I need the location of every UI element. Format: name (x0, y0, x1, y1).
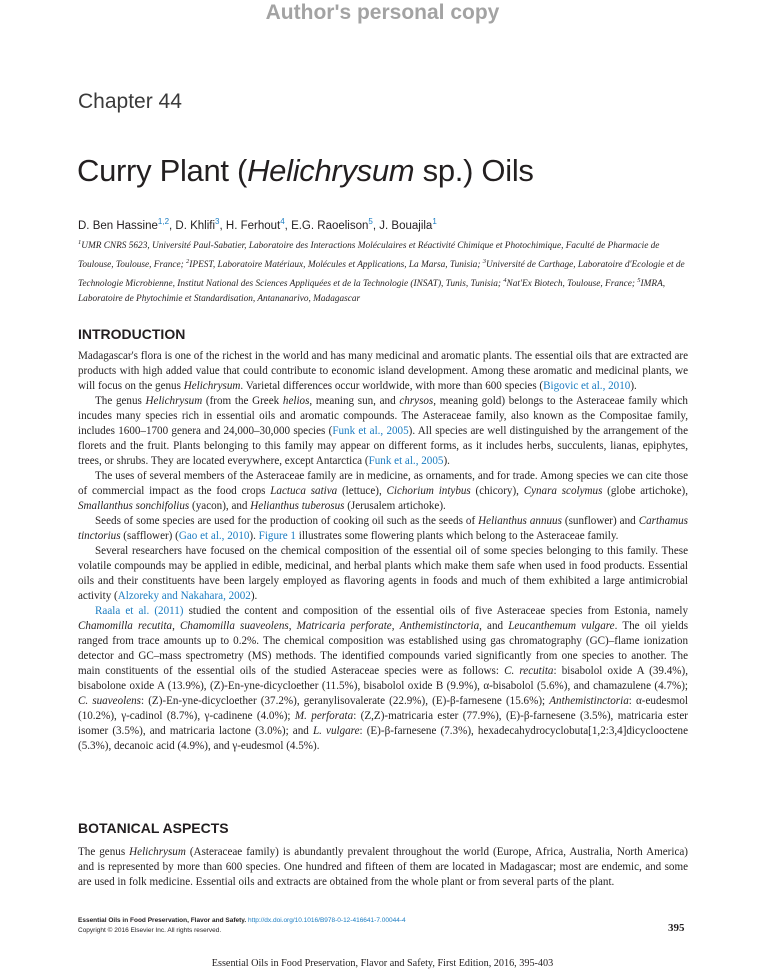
italic-term: L. vulgare (312, 725, 360, 737)
affiliations (78, 235, 690, 307)
paragraph (78, 845, 688, 890)
paragraph (78, 514, 688, 544)
text-run: (yacon), and (189, 500, 251, 512)
author-affiliation-mark[interactable]: 3 (215, 217, 220, 226)
author-affiliation-mark[interactable]: 1 (432, 217, 437, 226)
affiliation-mark: 4 (503, 277, 507, 285)
text-run: , meaning sun, and (309, 395, 400, 407)
text-run: , meaning gold) belongs to the Asteraceae family which incudes many species rich in essential oils and aromatic compounds. The Asteraceae family, also known as the Compositae family, includes 1600–1700 genera and 24,000–30,000 species ( (78, 395, 688, 437)
text-run: (from the Greek (202, 395, 283, 407)
affiliation-text: Université de Carthage, Laboratoire d'Ecologie et de Technologie Microbienne, Institut National des Sciences Appliquées et de la Technologie (INSAT), Tunis, Tunisia; (78, 260, 685, 290)
italic-term: Helichrysum (183, 380, 241, 392)
paragraph (78, 469, 688, 514)
text-run: ). (630, 380, 637, 392)
text-run: (sunflower) and (561, 515, 639, 527)
page-title (77, 153, 534, 189)
italic-term: Cynara scolymus (523, 485, 603, 497)
text-run: , and (479, 620, 509, 632)
text-run: . The oil yields ranged from trace amounts up to 0.2%. The chemical composition was established using gas chromatography (GC)–flame ionization detector and GC–mass spectrometry (MS) methods. The identified compounds varied significantly from one species to another. The main constituents of the essential oils of the studied Asteraceae species were as follows: (78, 620, 689, 677)
affiliation-text: IPEST, Laboratoire Matériaux, Molécules et Applications, La Marsa, Tunisia; (189, 260, 483, 271)
affiliation-text: Nat'Ex Biotech, Toulouse, France; (506, 279, 638, 290)
text-run: . Varietal differences occur worldwide, with more than 600 species ( (240, 380, 544, 392)
italic-term: C. recutita (504, 665, 554, 677)
author-name: D. Ben Hassine (78, 219, 158, 232)
text-run: ). All species are well distinguished by the arrangement of the florets and the fruit. Plants belonging to this family may appear on different forms, as it includes herbs, succulents, lianas, epiphytes, trees, or shrubs. They are located everywhere, except Antarctica ( (78, 425, 688, 467)
author-separator: , (219, 219, 226, 232)
affiliation-text: IMRA, Laboratoire de Phytochimie et Standardisation, Antananarivo, Madagascar (78, 279, 666, 305)
affiliation-mark: 5 (637, 277, 641, 285)
text-run: , (288, 620, 297, 632)
text-run: ). (250, 590, 258, 602)
doi-link[interactable]: http://dx.doi.org/10.1016/B978-0-12-416641-7.00044-4 (248, 917, 406, 924)
citation-link[interactable]: Figure 1 (258, 530, 296, 542)
paragraph (78, 544, 688, 604)
text-run: illustrates some flowering plants which belong to the Asteraceae family. (295, 530, 619, 542)
affiliation-mark: 2 (186, 258, 190, 266)
paragraph (78, 604, 688, 754)
text-run: The uses of several members of the Asteraceae family are in medicine, as ornaments, and for trade. Among species we can cite those of commercial impact as the food crops (78, 470, 688, 497)
italic-term: Carthamus tinctorius (78, 515, 689, 542)
italic-term: Lactuca sativa (270, 485, 338, 497)
text-run: (safflower) ( (120, 530, 179, 542)
author-name: J. Bouajila (379, 219, 433, 232)
text-run: Madagascar's flora is one of the richest in the world and has many medicinal and aromatic plants. The essential oils that are extracted are products with high added value that could contribute to economic island development. Among these aromatic and medicinal plants, we will focus on the genus (78, 350, 688, 392)
text-run: The genus (78, 846, 130, 858)
botanical-body (78, 845, 688, 890)
text-run: : bisabolol oxide A (39.4%), bisabolone oxide A (13.9%), (Z)-En-yne-dicycloether (11.5%), bisabolol oxide B (9.9%), α-bisabolol (5.6%), and chamazulene (4.7%); (78, 665, 689, 692)
italic-term: Helianthus annuus (478, 515, 562, 527)
footer-book-title: Essential Oils in Food Preservation, Flavor and Safety. (78, 917, 247, 924)
text-run: (Asteraceae family) is abundantly prevalent throughout the world (Europe, Africa, Australia, North America) and is represented by more than 600 species. One hundred and fifteen of them are located in Madagascar; most are endemic, and some are used in folk medicine. Essential oils and extracts are obtained from the whole plant or from several parts of the plant. (78, 846, 689, 888)
text-run: : (Z,Z)-matricaria ester (77.9%), (E)-β-farnesene (3.5%), matricaria ester isomer (3.5%), and matricaria lactone (3.0%); and (78, 710, 688, 737)
section-heading-botanical-aspects: BOTANICAL ASPECTS (78, 820, 229, 836)
italic-term: Chamomilla recutita (78, 620, 173, 632)
italic-term: chrysos (399, 395, 434, 407)
paragraph (78, 394, 688, 469)
introduction-body (78, 349, 688, 754)
text-run: ). (443, 455, 450, 467)
text-run: , (172, 620, 181, 632)
footer-credits (78, 916, 406, 936)
italic-term: Helianthus tuberosus (250, 500, 345, 512)
page-number: 395 (668, 922, 685, 934)
author-separator: , (169, 219, 176, 232)
text-run: : α-eudesmol (10.2%), γ-cadinol (8.7%), γ-cadinene (4.0%); (78, 695, 688, 722)
author-name: H. Ferhout (225, 219, 281, 232)
watermark: Author's personal copy (265, 1, 500, 24)
citation-link[interactable]: Funk et al., 2005 (368, 455, 444, 467)
citation-link[interactable]: Funk et al., 2005 (332, 425, 409, 437)
text-run: (lettuce), (337, 485, 387, 497)
text-run: studied the content and composition of the essential oils of five Asteraceae species from Estonia, namely (183, 605, 688, 617)
italic-term: Chamomilla suaveolens (180, 620, 289, 632)
author-separator: , (284, 219, 292, 232)
title-italic: Helichrysum (247, 153, 415, 188)
text-run: , (391, 620, 400, 632)
section-heading-introduction: INTRODUCTION (78, 326, 186, 342)
citation-link[interactable]: Gao et al., 2010 (178, 530, 250, 542)
italic-term: Smallanthus sonchifolius (78, 500, 190, 512)
title-prefix: Curry Plant ( (77, 153, 248, 188)
author-name: D. Khlifi (175, 219, 216, 232)
italic-term: Helichrysum (145, 395, 203, 407)
text-run: Several researchers have focused on the chemical composition of the essential oil of some species belonging to this family. These volatile compounds may be applied in edible, medicinal, and herbal plants which make them safe when used in food products. Essential oils and their constituents have been largely employed as flavoring agents in foods and much of them exhibited a large antimicrobial activity ( (78, 545, 688, 602)
italic-term: Anthemistinctoria (399, 620, 480, 632)
text-run: (Jerusalem artichoke). (344, 500, 446, 512)
text-run: : (E)-β-farnesene (7.3%), hexadecahydrocyclobuta[1,2:3,4]dicyclooctene (5.3%), decanoic acid (4.9%), and γ-eudesmol (4.5%). (78, 725, 688, 752)
italic-term: Helichrysum (129, 846, 186, 858)
text-run: The genus (95, 395, 146, 407)
author-affiliation-mark[interactable]: 4 (280, 217, 285, 226)
citation-link[interactable]: Alzoreky and Nakahara, 2002 (117, 590, 251, 602)
italic-term: Anthemistinctoria (549, 695, 629, 707)
text-run: ). (249, 530, 259, 542)
italic-term: Matricaria perforate (296, 620, 392, 632)
citation-line: Essential Oils in Food Preservation, Flavor and Safety, First Edition, 2016, 395-403 (211, 958, 554, 969)
affiliation-text: UMR CNRS 5623, Université Paul-Sabatier, Laboratoire des Interactions Moléculaires et Réactivité Chimique et Photochimique, Faculté de Pharmacie de Toulouse, Toulouse, France; (78, 241, 660, 271)
text-run: (globe artichoke), (602, 485, 688, 497)
affiliation-mark: 3 (482, 258, 486, 266)
footer-copyright: Copyright © 2016 Elsevier Inc. All rights reserved. (78, 927, 222, 934)
italic-term: C. suaveolens (78, 695, 141, 707)
italic-term: Cichorium intybus (386, 485, 471, 497)
chapter-label: Chapter 44 (78, 90, 182, 113)
author-separator: , (372, 219, 380, 232)
text-run: : (Z)-En-yne-dicycloether (37.2%), geranylisovalerate (22.9%), (E)-β-farnesene (15.6%); (141, 695, 550, 707)
italic-term: M. perforata (294, 710, 354, 722)
footer-source (78, 916, 406, 926)
author-list (78, 217, 437, 232)
author-name: E.G. Raoelison (291, 219, 369, 232)
citation-link[interactable]: Raala et al. (2011) (95, 605, 184, 617)
paragraph (78, 349, 688, 394)
italic-term: Leucanthemum vulgare (508, 620, 615, 632)
author-affiliation-mark[interactable]: 1,2 (157, 217, 170, 226)
citation-link[interactable]: Bigovic et al., 2010 (543, 380, 631, 392)
text-run: Seeds of some species are used for the production of cooking oil such as the seeds of (95, 515, 479, 527)
affiliation-mark: 1 (78, 239, 82, 246)
author-affiliation-mark[interactable]: 5 (368, 217, 373, 226)
italic-term: helios (282, 395, 310, 407)
text-run: (chicory), (470, 485, 524, 497)
title-suffix: sp.) Oils (414, 153, 534, 188)
